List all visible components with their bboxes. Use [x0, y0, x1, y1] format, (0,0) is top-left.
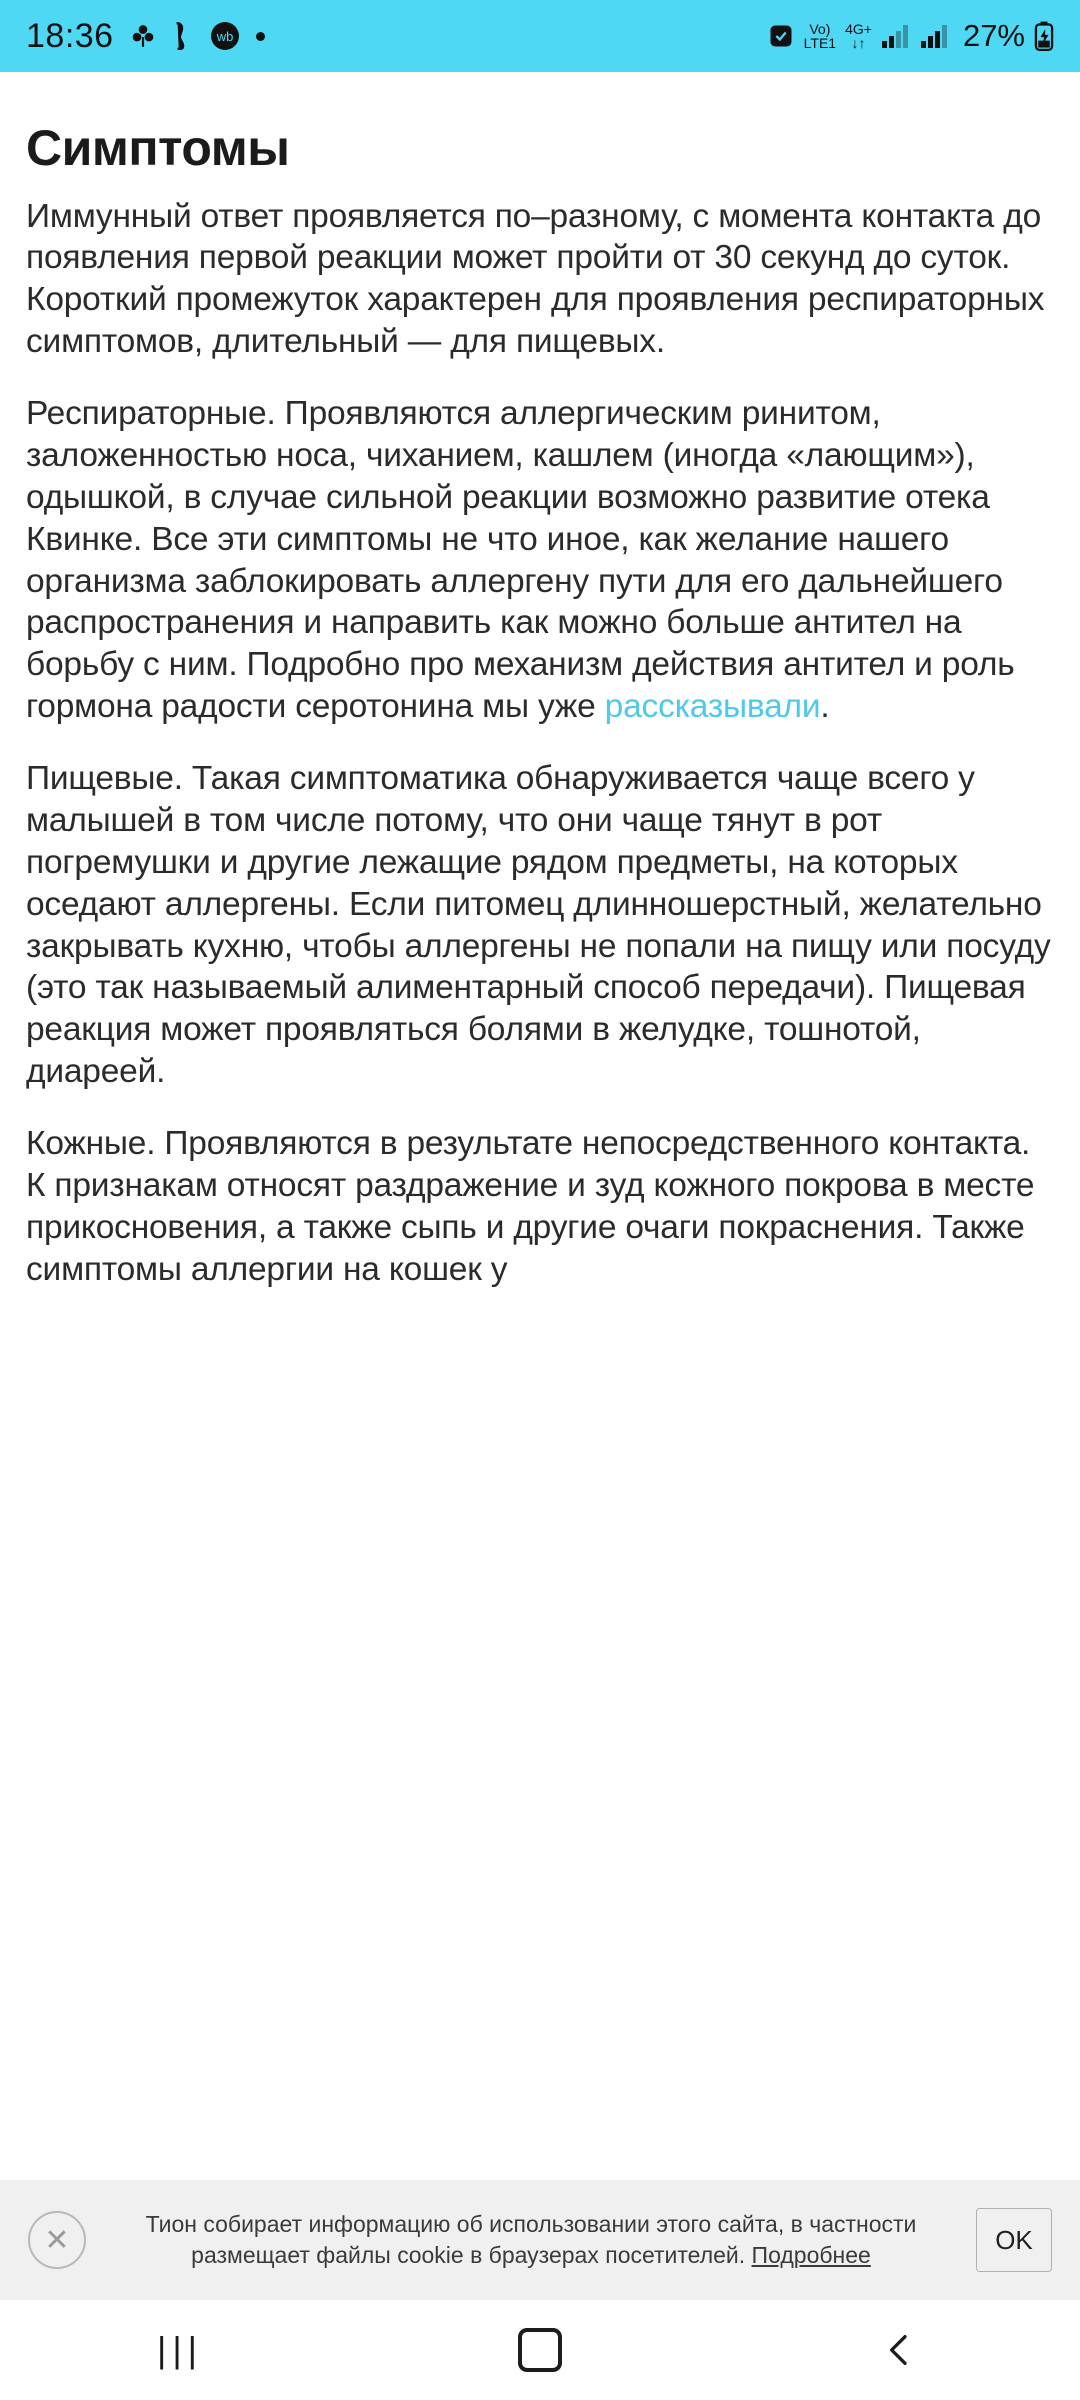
paragraph-2-tail: . — [820, 688, 830, 726]
wb-icon — [210, 21, 240, 51]
clover-icon — [130, 23, 156, 49]
cookie-ok-button[interactable]: OK — [976, 2208, 1052, 2272]
cookie-banner-text — [104, 2209, 958, 2271]
battery-percent: 27% — [962, 18, 1025, 53]
paragraph-1: Иммунный ответ проявляется по–разному, с момента контакта до появления первой реакции может пройти от 30 секунд до суток. Короткий промежуток характерен для проявления респираторных симптомов, длительный — для пищевых. — [26, 197, 1045, 361]
recents-icon: ||| — [156, 2329, 204, 2370]
system-nav-bar — [0, 2300, 1080, 2400]
dot-icon — [256, 32, 265, 41]
home-icon — [518, 2328, 562, 2372]
status-bar-right — [767, 18, 1054, 54]
svg-text:wb: wb — [216, 29, 233, 44]
cookie-banner-message: Тион собирает информацию об использовании этого сайта, в частности размещает файлы cookie в браузерах посетителей. — [145, 2210, 917, 2268]
article-content — [0, 72, 1080, 2300]
article-link[interactable]: рассказывали — [604, 688, 821, 726]
alarm-icon — [767, 22, 795, 50]
network-icon: 4G+ ↓↑ — [845, 21, 872, 51]
home-button[interactable] — [480, 2300, 600, 2400]
cookie-more-link[interactable]: Подробнее — [751, 2242, 871, 2268]
volte-icon: Vo) LTE1 — [803, 21, 837, 51]
battery-icon — [1034, 21, 1054, 51]
page-title: Симптомы — [26, 120, 290, 176]
recents-button[interactable] — [120, 2300, 240, 2400]
paragraph-4: Кожные. Проявляются в результате непосредственного контакта. К признакам относят раздражение и зуд кожного покрова в месте прикосновения, а также сыпь и другие очаги покраснения. Также симптомы аллергии на кошек у — [26, 1125, 1035, 1288]
signal-icon — [881, 23, 911, 49]
paragraph-2-text: Респираторные. Проявляются аллергическим ринитом, заложенностью носа, чиханием, кашлем (иногда «лающим»), одышкой, в случае сильной реакции возможно развитие отека Квинке. Все эти симптомы не что иное, как желание нашего организма заблокировать аллергену пути для его дальнейшего распространения и направить как можно больше антител на борьбу с ним. Подробно про механизм действия антител и роль гормона радости серотонина мы уже — [26, 395, 1015, 726]
signal2-icon — [920, 23, 950, 49]
call-icon — [172, 22, 194, 50]
status-bar-left — [26, 17, 265, 56]
status-bar — [0, 0, 1080, 72]
back-button[interactable] — [840, 2300, 960, 2400]
back-icon — [880, 2330, 920, 2370]
paragraph-3: Пищевые. Такая симптоматика обнаруживается чаще всего у малышей в том числе потому, что они чаще тянут в рот погремушки и другие лежащие рядом предметы, на которых оседают аллергены. Если питомец длинношерстный, желательно закрывать кухню, чтобы аллергены не попали на пищу или посуду (это так называемый алиментарный способ передачи). Пищевая реакция может проявляться болями в желудке, тошнотой, диареей. — [26, 760, 1051, 1091]
cookie-banner — [0, 2180, 1080, 2300]
status-time: 18:36 — [26, 16, 114, 55]
paragraph-2 — [26, 393, 1054, 728]
close-icon[interactable]: ✕ — [28, 2211, 86, 2269]
